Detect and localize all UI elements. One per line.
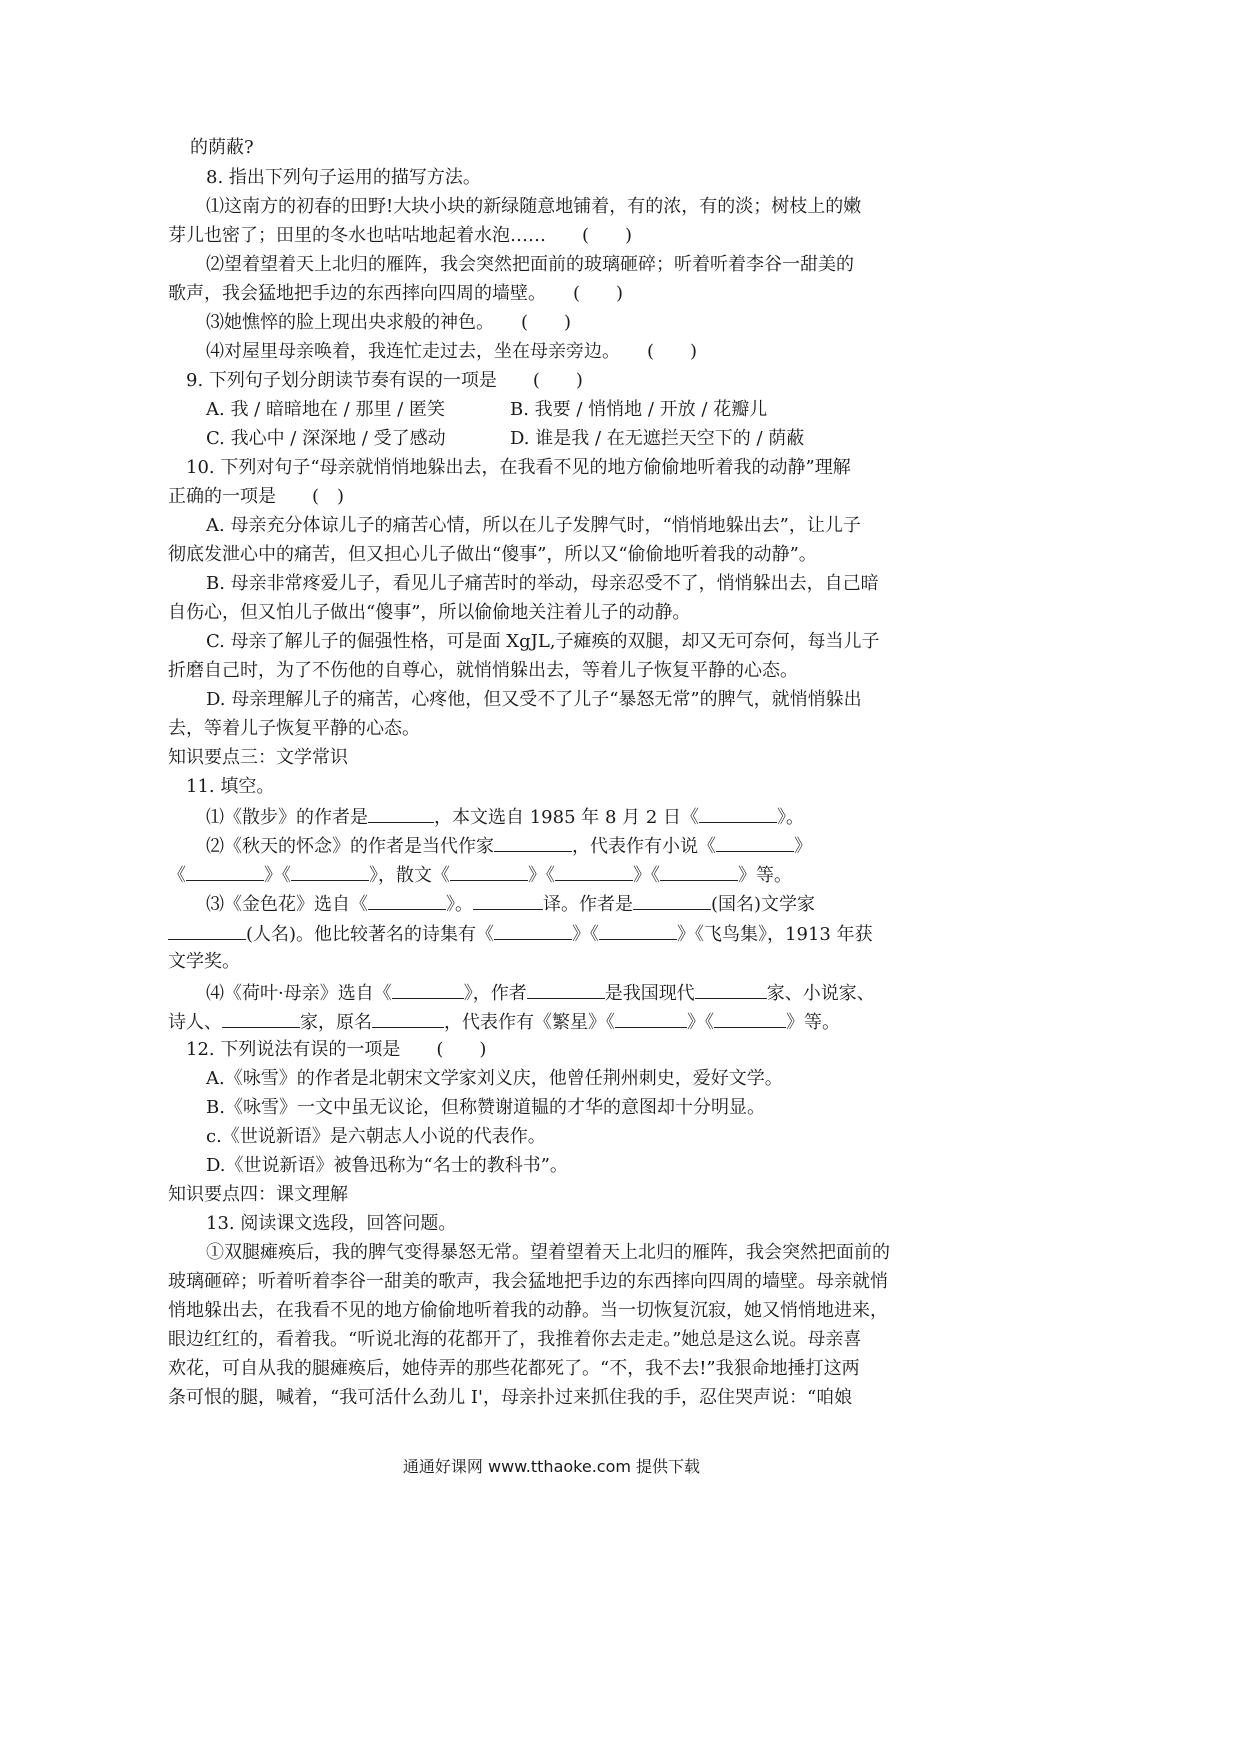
page-footer: 通通好课网 www.tthaoke.com 提供下载 xyxy=(402,1457,701,1476)
answer-blank[interactable] xyxy=(291,862,369,881)
option-b: B.《咏雪》一文中虽无议论，但称赞谢道韫的才华的意图却十分明显。 xyxy=(206,1097,765,1118)
passage-line: 玻璃砸碎；听着听着李谷一甜美的歌声，我会猛地把手边的东西摔向四周的墙壁。母亲就悄 xyxy=(168,1271,888,1292)
answer-blank[interactable] xyxy=(368,804,434,823)
text-line: 自伤心，但又怕儿子做出“傻事”，所以偷偷地关注着儿子的动静。 xyxy=(168,602,691,623)
text-segment: ，代表作有《繁星》《 xyxy=(444,1012,615,1033)
text-segment: 》，作者 xyxy=(463,983,527,1004)
answer-blank[interactable] xyxy=(555,862,633,881)
answer-blank[interactable] xyxy=(450,862,528,881)
answer-blank[interactable] xyxy=(392,980,464,999)
option-a: A. 母亲充分体谅儿子的痛苦心情，所以在儿子发脾气时，“悄悄地躲出去”，让儿子 xyxy=(206,515,861,536)
answer-blank[interactable] xyxy=(494,833,572,852)
option-c: C. 我心中 / 深深地 / 受了感动 xyxy=(206,428,446,449)
answer-blank[interactable] xyxy=(368,891,446,910)
section-heading: 知识要点三：文学常识 xyxy=(168,747,348,768)
answer-blank[interactable] xyxy=(186,862,264,881)
text-segment: (国名)文学家 xyxy=(711,894,816,915)
text-segment: 》等。 xyxy=(738,865,792,886)
text-segment: 》《 xyxy=(264,865,291,886)
answer-blank[interactable] xyxy=(372,1009,444,1028)
question-13: 13. 阅读课文选段，回答问题。 xyxy=(206,1213,457,1234)
answer-blank[interactable] xyxy=(695,980,767,999)
option-d: D. 谁是我 / 在无遮拦天空下的 / 荫蔽 xyxy=(510,428,805,449)
text-segment: 》《 xyxy=(528,865,555,886)
option-c: c.《世说新语》是六朝志人小说的代表作。 xyxy=(206,1126,546,1147)
text-segment: 家，原名 xyxy=(300,1012,372,1033)
text-line: 歌声，我会猛地把手边的东西摔向四周的墙壁。 ( ) xyxy=(168,283,624,304)
fill-line xyxy=(206,891,815,917)
text-line: 正确的一项是 ( ) xyxy=(168,486,345,507)
question-8: 8. 指出下列句子运用的描写方法。 xyxy=(206,167,481,188)
passage-line: 欢花，可自从我的腿瘫痪后，她侍弄的那些花都死了。“不，我不去!”我狠命地捶打这两 xyxy=(168,1358,860,1379)
fill-line xyxy=(168,862,792,888)
passage-line: 眼边红红的，看着我。“听说北海的花都开了，我推着你去走走。”她总是这么说。母亲喜 xyxy=(168,1329,862,1350)
question-12: 12. 下列说法有误的一项是 ( ) xyxy=(186,1039,487,1060)
text-segment: ⑶《金色花》选自《 xyxy=(206,894,368,915)
text-segment: ⑵《秋天的怀念》的作者是当代作家 xyxy=(206,836,494,857)
answer-blank[interactable] xyxy=(714,1009,786,1028)
text-segment: 是我国现代 xyxy=(604,983,695,1004)
passage-line: 悄地躲出去，在我看不见的地方偷偷地听着我的动静。当一切恢复沉寂，她又悄悄地进来， xyxy=(168,1300,888,1321)
question-10: 10. 下列对句子“母亲就悄悄地躲出去，在我看不见的地方偷偷地听着我的动静”理解 xyxy=(186,457,851,478)
text-segment: 》等。 xyxy=(786,1012,840,1033)
text-line: 折磨自己时，为了不伤他的自尊心，就悄悄躲出去，等着儿子恢复平静的心态。 xyxy=(168,660,798,681)
text-segment: 》《 xyxy=(572,924,600,945)
text-segment: ⑴《散步》的作者是 xyxy=(206,807,368,828)
text-segment: 译。作者是 xyxy=(543,894,633,915)
answer-blank[interactable] xyxy=(716,833,794,852)
answer-blank[interactable] xyxy=(599,921,677,940)
text-segment: 》《 xyxy=(687,1012,714,1033)
text-segment: 》。 xyxy=(446,894,473,915)
answer-blank[interactable] xyxy=(615,1009,687,1028)
question-11: 11. 填空。 xyxy=(186,776,275,797)
passage-line: 条可恨的腿，喊着，“我可活什么劲儿 I'，母亲扑过来抓住我的手，忍住哭声说：“咱娘 xyxy=(168,1387,853,1408)
text-segment: 》 xyxy=(794,836,812,857)
fill-line xyxy=(168,1009,840,1035)
fill-line xyxy=(206,833,812,859)
text-line: 彻底发泄心中的痛苦，但又担心儿子做出“傻事”，所以又“偷偷地听着我的动静”。 xyxy=(168,544,817,565)
answer-blank[interactable] xyxy=(660,862,738,881)
answer-blank[interactable] xyxy=(494,921,572,940)
text-segment: ，本文选自 1985 年 8 月 2 日《 xyxy=(434,807,700,828)
text-segment: 》，散文《 xyxy=(369,865,450,886)
text-line: ⑴这南方的初春的田野!大块小块的新绿随意地铺着，有的浓，有的淡；树枝上的嫩 xyxy=(206,196,862,217)
text-line: ⑷对屋里母亲唤着，我连忙走过去，坐在母亲旁边。 ( ) xyxy=(206,341,698,362)
option-a: A. 我 / 暗暗地在 / 那里 / 匿笑 xyxy=(206,399,445,420)
answer-blank[interactable] xyxy=(168,921,246,940)
section-heading: 知识要点四：课文理解 xyxy=(168,1184,348,1205)
text-segment: 》。 xyxy=(777,807,805,828)
fill-line xyxy=(168,921,873,947)
text-segment: 《 xyxy=(168,865,186,886)
answer-blank[interactable] xyxy=(633,891,711,910)
fill-line xyxy=(206,804,804,830)
option-b: B. 我要 / 悄悄地 / 开放 / 花瓣儿 xyxy=(510,399,768,420)
text-segment: 诗人、 xyxy=(168,1012,222,1033)
text-segment: 家、小说家、 xyxy=(766,983,875,1004)
fill-line xyxy=(206,980,875,1006)
text-line: ⑶她憔悴的脸上现出央求般的神色。 ( ) xyxy=(206,312,572,333)
option-d: D.《世说新语》被鲁迅称为“名士的教科书”。 xyxy=(206,1155,568,1176)
text-line: ⑵望着望着天上北归的雁阵，我会突然把面前的玻璃砸碎；听着听着李谷一甜美的 xyxy=(206,254,854,275)
option-c: C. 母亲了解儿子的倔强性格，可是面 XgJL,子瘫痪的双腿，却又无可奈何，每当儿子 xyxy=(206,631,880,652)
answer-blank[interactable] xyxy=(699,804,777,823)
text-segment: ，代表作有小说《 xyxy=(572,836,716,857)
text-segment: 》《飞鸟集》，1913 年获 xyxy=(677,924,873,945)
option-b: B. 母亲非常疼爱儿子，看见儿子痛苦时的举动，母亲忍受不了，悄悄躲出去，自己暗 xyxy=(206,573,879,594)
answer-blank[interactable] xyxy=(222,1009,300,1028)
text-line: 文学奖。 xyxy=(168,951,240,972)
text-line: 芽儿也密了；田里的冬水也咕咕地起着水泡…… ( ) xyxy=(168,225,633,246)
text-segment: (人名)。他比较著名的诗集有《 xyxy=(246,924,495,945)
text-segment: ⑷《荷叶·母亲》选自《 xyxy=(206,983,392,1004)
text-line: 的荫蔽? xyxy=(190,137,254,158)
text-segment: 》《 xyxy=(633,865,660,886)
question-9: 9. 下列句子划分朗读节奏有误的一项是 ( ) xyxy=(186,370,583,391)
passage-line: ①双腿瘫痪后，我的脾气变得暴怒无常。望着望着天上北归的雁阵，我会突然把面前的 xyxy=(206,1242,890,1263)
option-d: D. 母亲理解儿子的痛苦，心疼他，但又受不了儿子“暴怒无常”的脾气，就悄悄躲出 xyxy=(206,689,862,710)
answer-blank[interactable] xyxy=(473,891,543,910)
option-a: A.《咏雪》的作者是北朝宋文学家刘义庆，他曾任荆州刺史，爱好文学。 xyxy=(206,1068,783,1089)
text-line: 去，等着儿子恢复平静的心态。 xyxy=(168,718,420,739)
answer-blank[interactable] xyxy=(527,980,605,999)
